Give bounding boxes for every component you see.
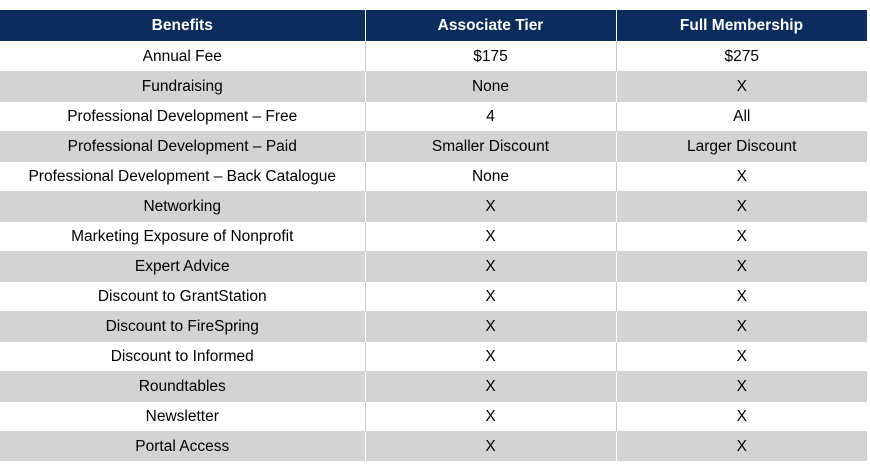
full-membership-cell: $275 [616,42,867,72]
table-row [0,432,867,462]
benefits-comparison-table [0,10,868,461]
associate-tier-cell: X [365,342,616,372]
associate-tier-cell: 4 [365,102,616,132]
associate-tier-cell: X [365,432,616,462]
table-row [0,162,867,192]
benefit-cell: Professional Development – Paid [0,132,365,162]
table-row [0,342,867,372]
table-row [0,42,867,72]
full-membership-cell: X [616,162,867,192]
benefit-cell: Professional Development – Back Catalogue [0,162,365,192]
associate-tier-cell: X [365,372,616,402]
associate-tier-cell: Smaller Discount [365,132,616,162]
associate-tier-cell: X [365,282,616,312]
benefit-cell: Roundtables [0,372,365,402]
benefit-cell: Expert Advice [0,252,365,282]
header-row [0,10,867,42]
full-membership-cell: X [616,402,867,432]
header-full-membership: Full Membership [616,10,867,42]
table-row [0,312,867,342]
associate-tier-cell: X [365,402,616,432]
benefit-cell: Networking [0,192,365,222]
table-row [0,132,867,162]
associate-tier-cell: X [365,222,616,252]
benefit-cell: Fundraising [0,72,365,102]
full-membership-cell: Larger Discount [616,132,867,162]
table-body [0,42,867,462]
benefit-cell: Discount to Informed [0,342,365,372]
associate-tier-cell: X [365,312,616,342]
full-membership-cell: X [616,252,867,282]
associate-tier-cell: None [365,162,616,192]
table-row [0,402,867,432]
full-membership-cell: X [616,192,867,222]
benefit-cell: Discount to FireSpring [0,312,365,342]
table-row [0,372,867,402]
associate-tier-cell: X [365,192,616,222]
table-row [0,102,867,132]
associate-tier-cell: X [365,252,616,282]
table-row [0,72,867,102]
benefit-cell: Professional Development – Free [0,102,365,132]
table-row [0,252,867,282]
benefit-cell: Annual Fee [0,42,365,72]
benefit-cell: Newsletter [0,402,365,432]
table-header [0,10,867,42]
table-row [0,192,867,222]
full-membership-cell: All [616,102,867,132]
full-membership-cell: X [616,432,867,462]
full-membership-cell: X [616,222,867,252]
full-membership-cell: X [616,312,867,342]
header-benefits: Benefits [0,10,365,42]
table-row [0,282,867,312]
table-row [0,222,867,252]
full-membership-cell: X [616,342,867,372]
header-associate-tier: Associate Tier [365,10,616,42]
associate-tier-cell: $175 [365,42,616,72]
benefit-cell: Discount to GrantStation [0,282,365,312]
full-membership-cell: X [616,72,867,102]
full-membership-cell: X [616,372,867,402]
benefit-cell: Portal Access [0,432,365,462]
benefit-cell: Marketing Exposure of Nonprofit [0,222,365,252]
associate-tier-cell: None [365,72,616,102]
full-membership-cell: X [616,282,867,312]
